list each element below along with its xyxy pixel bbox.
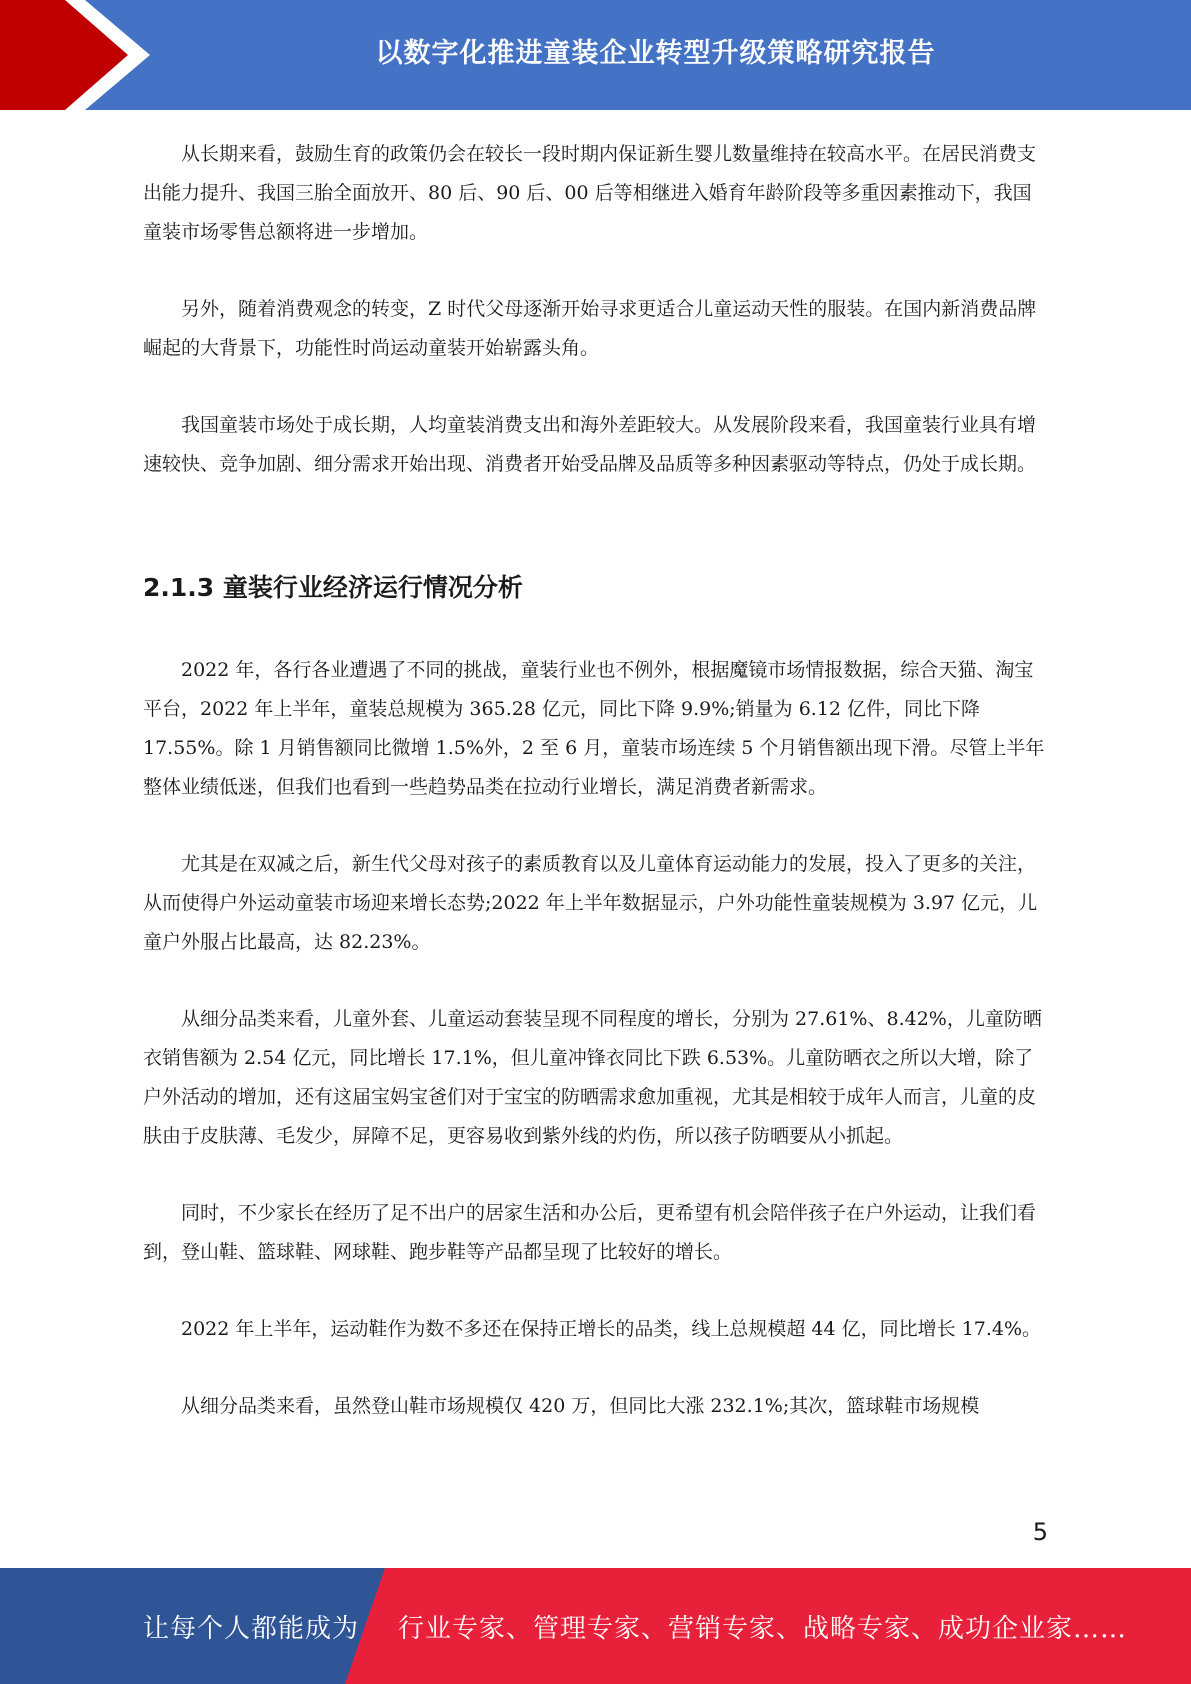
page-footer [0,1568,1191,1684]
page-content [143,135,1045,1464]
page-header [0,0,1191,110]
footer-slogan-left: 让每个人都能成为 [143,1613,360,1644]
paragraph: 尤其是在双减之后，新生代父母对孩子的素质教育以及儿童体育运动能力的发展，投入了更多的关注，从而使得户外运动童装市场迎来增长态势;2022 年上半年数据显示，户外功能性童装规模为 3.97 亿元，儿童户外服占比最高，达 82.23%。 [143,853,1038,953]
document-title: 以数字化推进童装企业转型升级策略研究报告 [375,37,936,69]
paragraph: 另外，随着消费观念的转变，Z 时代父母逐渐开始寻求更适合儿童运动天性的服装。在国内新消费品牌崛起的大背景下，功能性时尚运动童装开始崭露头角。 [143,298,1037,359]
paragraph: 我国童装市场处于成长期，人均童装消费支出和海外差距较大。从发展阶段来看，我国童装行业具有增速较快、竞争加剧、细分需求开始出现、消费者开始受品牌及品质等多种因素驱动等特点，仍处于成长期。 [143,414,1037,475]
paragraph: 2022 年上半年，运动鞋作为数不多还在保持正增长的品类，线上总规模超 44 亿，同比增长 17.4%。 [181,1318,1042,1340]
paragraph: 从细分品类来看，虽然登山鞋市场规模仅 420 万，但同比大涨 232.1%;其次，篮球鞋市场规模 [181,1395,980,1417]
paragraph: 从长期来看，鼓励生育的政策仍会在较长一段时期内保证新生婴儿数量维持在较高水平。在居民消费支出能力提升、我国三胎全面放开、80 后、90 后、00 后等相继进入婚育年龄阶段等多重因素推动下，我国童装市场零售总额将进一步增加。 [143,143,1037,243]
paragraph: 从细分品类来看，儿童外套、儿童运动套装呈现不同程度的增长，分别为 27.61%、8.42%，儿童防晒衣销售额为 2.54 亿元，同比增长 17.1%，但儿童冲锋衣同比下跌 6.53%。儿童防晒衣之所以大增，除了户外活动的增加，还有这届宝妈宝爸们对于宝宝的防晒需求愈加重视，尤其是相较于成年人而言，儿童的皮肤由于皮肤薄、毛发少，屏障不足，更容易收到紫外线的灼伤，所以孩子防晒要从小抓起。 [143,1008,1042,1147]
section-heading: 2.1.3 童装行业经济运行情况分析 [143,573,523,602]
page-number: 5 [1032,1518,1048,1546]
footer-slogan-right: 行业专家、管理专家、营销专家、战略专家、成功企业家…… [398,1613,1128,1644]
paragraph: 同时，不少家长在经历了足不出户的居家生活和办公后，更希望有机会陪伴孩子在户外运动，让我们看到，登山鞋、篮球鞋、网球鞋、跑步鞋等产品都呈现了比较好的增长。 [143,1202,1037,1263]
paragraph: 2022 年，各行各业遭遇了不同的挑战，童装行业也不例外，根据魔镜市场情报数据，综合天猫、淘宝平台，2022 年上半年，童装总规模为 365.28 亿元，同比下降 9.9%;销量为 6.12 亿件，同比下降 17.55%。除 1 月销售额同比微增 1.5%外，2 至 6 月，童装市场连续 5 个月销售额出现下滑。尽管上半年整体业绩低迷，但我们也看到一些趋势品类在拉动行业增长，满足消费者新需求。 [143,659,1045,798]
